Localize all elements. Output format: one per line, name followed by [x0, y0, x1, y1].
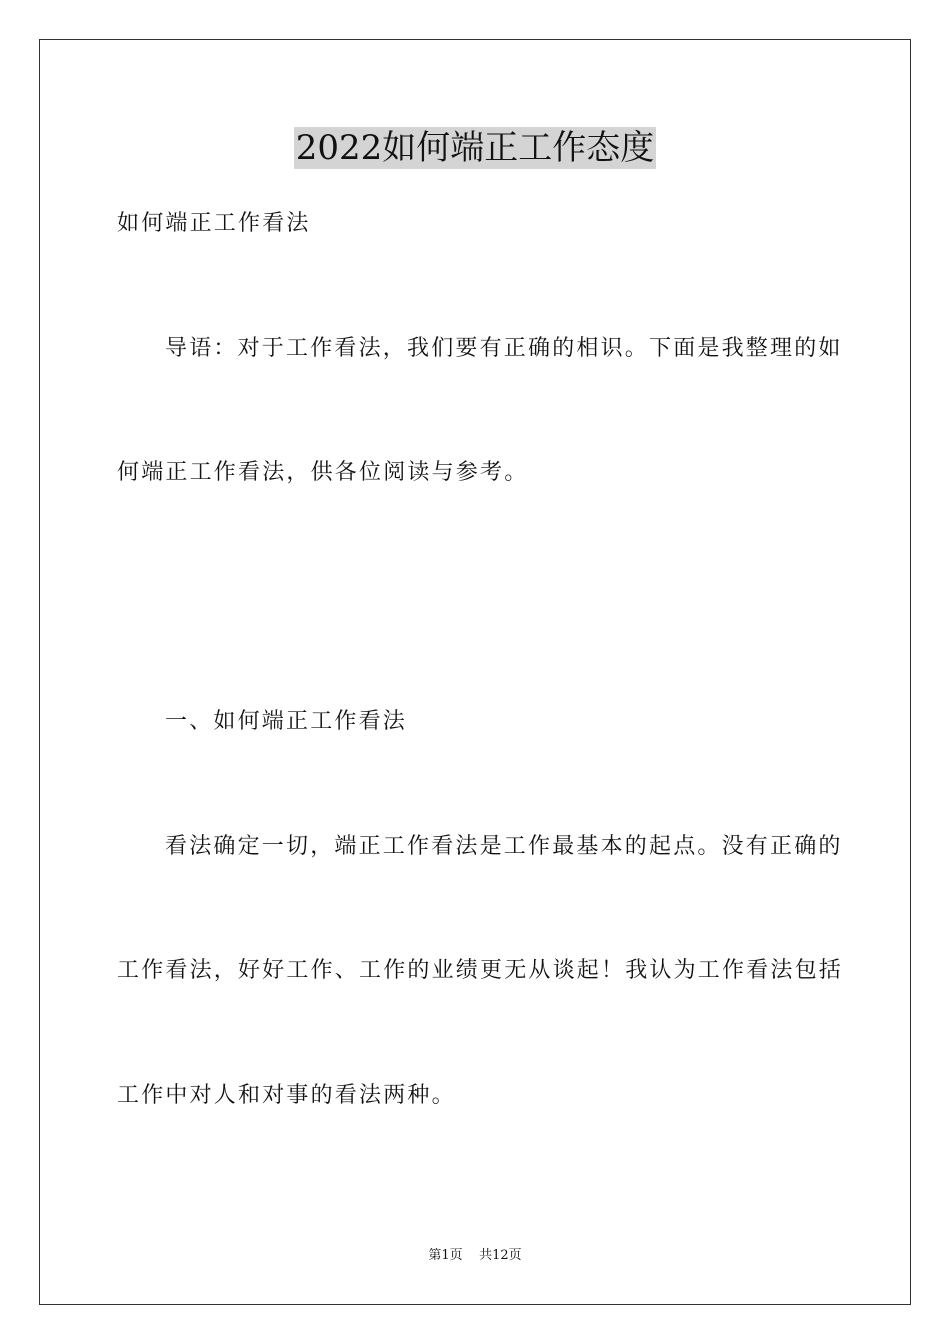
- document-title: 2022如何端正工作态度: [295, 128, 655, 168]
- body-line-1: 看法确定一切，端正工作看法是工作最基本的起点。没有正确的: [165, 834, 843, 859]
- section-heading: 一、如何端正工作看法: [165, 709, 408, 734]
- intro-line-2: 何端正工作看法，供各位阅读与参考。: [117, 460, 529, 485]
- body-line-2: 工作看法，好好工作、工作的业绩更无从谈起！我认为工作看法包括: [117, 958, 844, 983]
- intro-line-1: 导语：对于工作看法，我们要有正确的相识。下面是我整理的如: [165, 336, 843, 361]
- page-footer: [0, 1247, 950, 1265]
- page-total: 共12页: [479, 1248, 522, 1263]
- page-number: 第1页: [428, 1248, 463, 1263]
- body-line-3: 工作中对人和对事的看法两种。: [117, 1083, 456, 1108]
- document-subtitle: 如何端正工作看法: [117, 211, 311, 236]
- title-container: [0, 127, 950, 169]
